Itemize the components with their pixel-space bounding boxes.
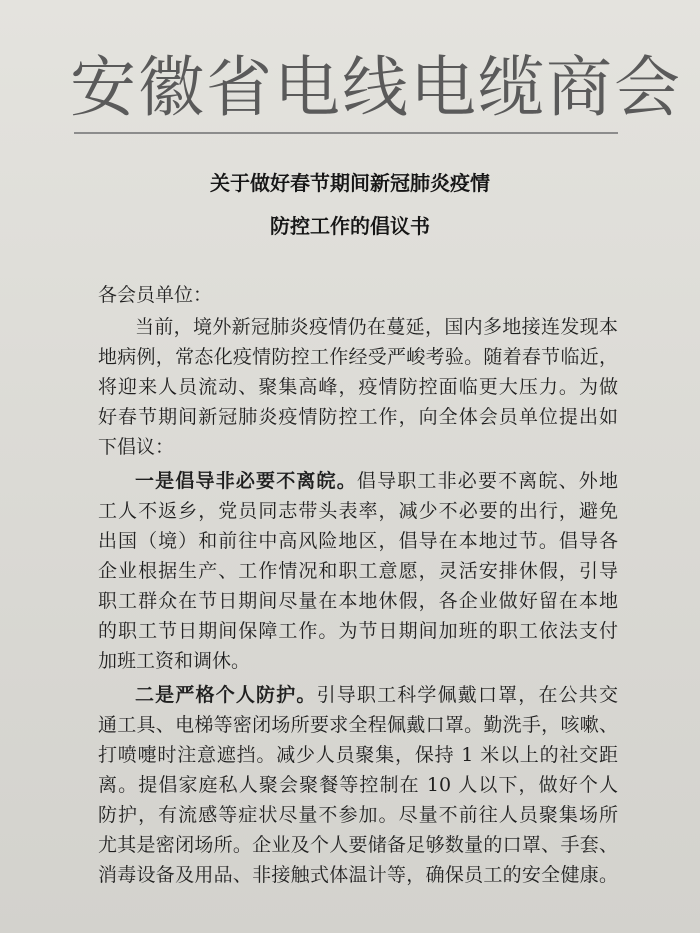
- intro-line-5: 下倡议：: [98, 436, 175, 458]
- item2-line-2: 通工具、电梯等密闭场所要求全程佩戴口罩。勤洗手，咳嗽、: [98, 714, 618, 736]
- item1-first-line-text: 倡导职工非必要不离皖、外地: [356, 470, 618, 492]
- item1-line-4: 企业根据生产、工作情况和职工意愿，灵活安排休假，引导: [98, 560, 618, 582]
- item2-line-7: 消毒设备及用品、非接触式体温计等，确保员工的安全健康。: [98, 864, 618, 886]
- document-title-line-2: 防控工作的倡议书: [270, 214, 430, 238]
- item1-line-7: 加班工资和调休。: [98, 650, 251, 672]
- document-title-line-1: 关于做好春节期间新冠肺炎疫情: [210, 171, 490, 195]
- item2-line-6: 尤其是密闭场所。企业及个人要储备足够数量的口罩、手套、: [98, 834, 618, 856]
- item2-line-4: 离。提倡家庭私人聚会聚餐等控制在 10 人以下，做好个人: [98, 774, 618, 796]
- item2-first-line: [135, 680, 618, 710]
- item2-line-5: 防护，有流感等症状尽量不参加。尽量不前往人员聚集场所: [98, 804, 618, 826]
- item2-first-line-text: 引导职工科学佩戴口罩，在公共交: [316, 684, 618, 706]
- letterhead-org-name: 安徽省电线电缆商会: [70, 49, 682, 126]
- salutation: 各会员单位：: [98, 284, 213, 306]
- item2-line-3: 打喷嚏时注意遮挡。减少人员聚集，保持 1 米以上的社交距: [98, 744, 618, 766]
- intro-line-1: 当前，境外新冠肺炎疫情仍在蔓延，国内多地接连发现本: [135, 316, 618, 338]
- letterhead-divider: [74, 132, 618, 134]
- intro-line-4: 好春节期间新冠肺炎疫情防控工作，向全体会员单位提出如: [98, 406, 618, 428]
- intro-line-3: 将迎来人员流动、聚集高峰，疫情防控面临更大压力。为做: [98, 376, 618, 398]
- item1-line-5: 职工群众在节日期间尽量在本地休假，各企业做好留在本地: [98, 590, 618, 612]
- item1-line-3: 出国（境）和前往中高风险地区，倡导在本地过节。倡导各: [98, 530, 618, 552]
- item1-first-line: [135, 466, 618, 496]
- intro-line-2: 地病例，常态化疫情防控工作经受严峻考验。随着春节临近，: [98, 346, 618, 368]
- item1-line-6: 的职工节日期间保障工作。为节日期间加班的职工依法支付: [98, 620, 618, 642]
- item2-heading: 二是严格个人防护。: [135, 684, 317, 706]
- item1-heading: 一是倡导非必要不离皖。: [135, 470, 357, 492]
- item1-line-2: 工人不返乡，党员同志带头表率，减少不必要的出行，避免: [98, 500, 618, 522]
